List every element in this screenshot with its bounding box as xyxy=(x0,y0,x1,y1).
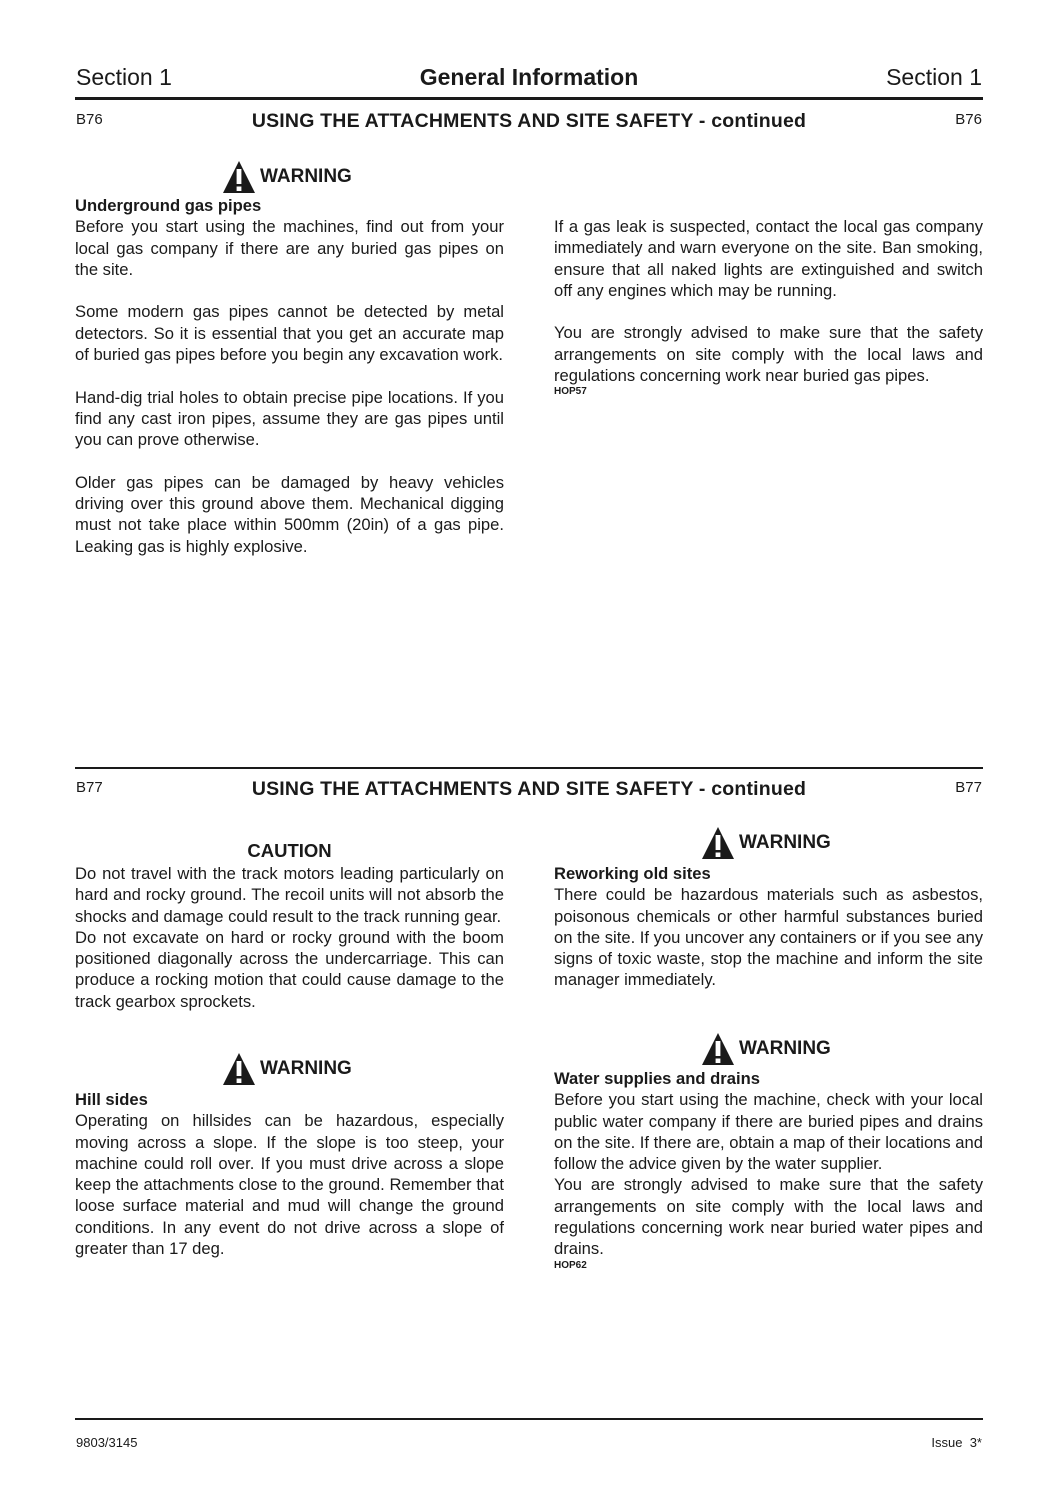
water-block xyxy=(554,1068,983,1272)
b77-reference: HOP62 xyxy=(554,1259,587,1271)
b76-right-paragraph: If a gas leak is suspected, contact the local gas company immediately and warn everyone on the site. Ban smoking, ensure that all naked lights are extinguished and switch off any engines which may be running. xyxy=(554,217,983,300)
hill-sides-warning-label: WARNING xyxy=(260,1058,352,1079)
b76-heading: Underground gas pipes xyxy=(75,196,262,215)
header-section-right: Section 1 xyxy=(886,64,982,90)
b76-left-column xyxy=(75,195,504,557)
b76-left-paragraph: Older gas pipes can be damaged by heavy vehicles driving over this ground above them. Mechanical digging must not take place within 500mm (20in) of a gas pipe. Leaking gas is highly explosive. xyxy=(75,472,504,556)
b76-right-column xyxy=(554,216,983,398)
b76-code-right: B76 xyxy=(955,111,982,128)
hill-sides-heading: Hill sides xyxy=(75,1090,148,1109)
b77-title: USING THE ATTACHMENTS AND SITE SAFETY - continued xyxy=(251,778,807,800)
footer-doc-number: 9803/3145 xyxy=(76,1435,138,1450)
old-sites-warning-label: WARNING xyxy=(739,832,831,853)
footer-issue: Issue 3* xyxy=(931,1435,982,1450)
header-section-left: Section 1 xyxy=(76,64,172,90)
water-warning-label: WARNING xyxy=(739,1038,831,1059)
b77-caution-paragraph: Do not travel with the track motors leading particularly on hard and rocky ground. The recoil units will not absorb the shocks and damage could result to the track running gear. xyxy=(75,864,504,926)
water-paragraph: You are strongly advised to make sure that the safety arrangements on site comply with the local laws and regulations concerning work near buried water pipes and drains. xyxy=(554,1175,983,1259)
warning-triangle-icon xyxy=(701,826,735,860)
b76-left-paragraph: Some modern gas pipes cannot be detected by metal detectors. So it is essential that you get an accurate map of buried gas pipes before you begin any excavation work. xyxy=(75,302,504,365)
old-sites-block xyxy=(554,863,983,991)
hill-sides-text: Operating on hillsides can be hazardous, especially moving across a slope. If the slope is too steep, your machine could roll over. If you must drive across a slope keep the attachments close to the ground. Remember that loose surface material and mud will change the ground conditions. In any event do not drive across a slope of greater than 17 deg. xyxy=(75,1111,504,1259)
header-rule xyxy=(75,97,983,100)
b76-reference: HOP57 xyxy=(554,386,587,398)
b76-right-paragraph: You are strongly advised to make sure that the safety arrangements on site comply with the local laws and regulations concerning work near buried gas pipes. xyxy=(554,323,983,386)
b76-warning-label: WARNING xyxy=(260,166,352,187)
old-sites-heading: Reworking old sites xyxy=(554,864,711,883)
section-divider xyxy=(75,767,983,769)
b76-warning xyxy=(222,160,352,194)
water-paragraph: Before you start using the machine, check with your local public water company if there are buried pipes and drains on the site. If there are, obtain a map of their locations and follow the advice given by the water supplier. xyxy=(554,1090,983,1174)
b76-left-paragraph: Hand-dig trial holes to obtain precise pipe locations. If you find any cast iron pipes, assume they are gas pipes until you can prove otherwise. xyxy=(75,387,504,450)
b76-code-left: B76 xyxy=(76,111,103,128)
b77-code-left: B77 xyxy=(76,779,103,796)
page-title: General Information xyxy=(419,64,639,90)
hill-sides-warning xyxy=(222,1052,352,1086)
b76-title: USING THE ATTACHMENTS AND SITE SAFETY - continued xyxy=(251,110,807,132)
old-sites-warning xyxy=(701,826,831,860)
b76-left-paragraph: Before you start using the machines, find out from your local gas company if there are any buried gas pipes on the site. xyxy=(75,217,504,279)
b77-caution-paragraph: Do not excavate on hard or rocky ground with the boom positioned diagonally across the undercarriage. This can produce a rocking motion that could cause damage to the track gearbox sprockets. xyxy=(75,927,504,1011)
b77-code-right: B77 xyxy=(955,779,982,796)
warning-triangle-icon xyxy=(222,1052,256,1086)
warning-triangle-icon xyxy=(222,160,256,194)
hill-sides-block xyxy=(75,1089,504,1259)
water-heading: Water supplies and drains xyxy=(554,1069,760,1088)
footer-rule xyxy=(75,1418,983,1420)
water-warning xyxy=(701,1032,831,1066)
warning-triangle-icon xyxy=(701,1032,735,1066)
old-sites-text: There could be hazardous materials such as asbestos, poisonous chemicals or other harmful substances buried on the site. If you uncover any containers or if you see any signs of toxic waste, stop the machine and inform the site manager immediately. xyxy=(554,885,983,990)
b77-caution-text xyxy=(75,863,504,1012)
b77-caution-label: CAUTION xyxy=(247,840,332,861)
